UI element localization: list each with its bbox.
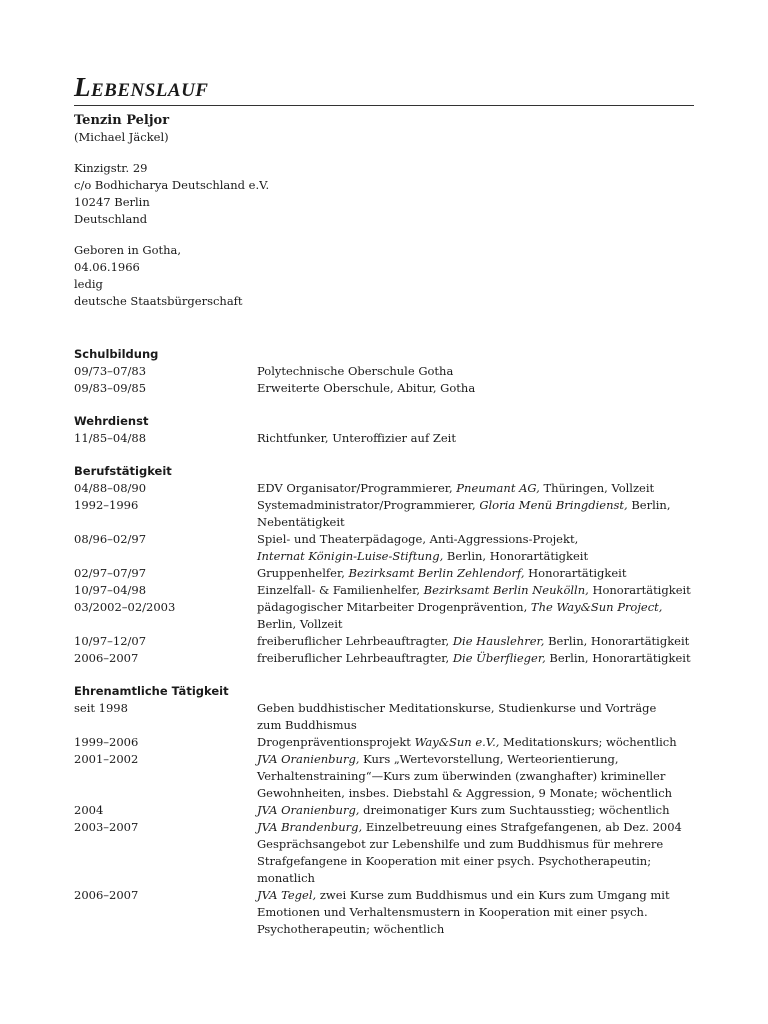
description-line	[257, 802, 694, 819]
text-segment: freiberuflicher Lehrbeauftragter,	[257, 634, 453, 648]
text-segment: Spiel- und Theaterpädagoge, Anti-Aggressions-Projekt,	[257, 532, 579, 546]
text-segment: Thüringen, Vollzeit	[539, 481, 655, 495]
entry-date: 08/96–02/97	[74, 532, 147, 546]
entry-description	[257, 497, 694, 531]
cv-entry	[74, 650, 694, 667]
personal-info-line: 04.06.1966	[74, 260, 140, 274]
entry-date: 11/85–04/88	[74, 431, 147, 445]
entry-date: seit 1998	[74, 701, 128, 715]
institution-name: JVA Oranienburg,	[257, 803, 360, 817]
institution-name: Bezirksamt Berlin Zehlendorf,	[348, 566, 525, 580]
entry-description	[257, 480, 694, 497]
entry-description	[257, 751, 694, 802]
text-segment: Berlin,	[627, 498, 671, 512]
personal-info-line: ledig	[74, 277, 103, 291]
entry-description	[257, 650, 694, 667]
cv-entry	[74, 751, 694, 802]
description-line	[257, 582, 694, 599]
description-line	[257, 700, 694, 717]
entry-description	[257, 599, 694, 633]
personal-info-line: deutsche Staatsbürgerschaft	[74, 294, 243, 308]
description-line	[257, 904, 694, 921]
text-segment: Kurs „Wertevorstellung, Werteorientierung,	[359, 752, 619, 766]
description-line	[257, 514, 694, 531]
entry-date: 03/2002–02/2003	[74, 600, 176, 614]
cv-entry	[74, 700, 694, 734]
cv-entry	[74, 480, 694, 497]
text-segment: EDV Organisator/Programmierer,	[257, 481, 457, 495]
text-segment: Psychotherapeutin; wöchentlich	[257, 922, 445, 936]
institution-name: Die Hauslehrer,	[452, 634, 545, 648]
description-line	[257, 650, 694, 667]
institution-name: Die Überflieger,	[452, 651, 546, 665]
cv-entry	[74, 819, 694, 887]
text-segment: Strafgefangene in Kooperation mit einer psych. Psychotherapeutin;	[257, 854, 652, 868]
cv-section	[74, 413, 694, 447]
section-heading: Berufstätigkeit	[74, 464, 172, 478]
entry-description	[257, 531, 694, 565]
text-segment: Berlin, Honorartätigkeit	[443, 549, 589, 563]
entry-date: 04/88–08/90	[74, 481, 147, 495]
text-segment: monatlich	[257, 871, 315, 885]
description-line	[257, 785, 694, 802]
institution-name: Bezirksamt Berlin Neukölln,	[423, 583, 589, 597]
cv-entry	[74, 363, 694, 380]
text-segment: Systemadministrator/Programmierer,	[257, 498, 480, 512]
text-segment: Gruppenhelfer,	[257, 566, 349, 580]
entry-date: 1999–2006	[74, 735, 139, 749]
cv-entry	[74, 497, 694, 531]
text-segment: zum Buddhismus	[257, 718, 357, 732]
entry-date: 1992–1996	[74, 498, 139, 512]
cv-entry	[74, 633, 694, 650]
entry-description	[257, 887, 694, 938]
institution-name: Pneumant AG,	[456, 481, 540, 495]
description-line	[257, 921, 694, 938]
text-segment: Erweiterte Oberschule, Abitur, Gotha	[257, 381, 476, 395]
entry-description	[257, 802, 694, 819]
text-segment: Richtfunker, Unteroffizier auf Zeit	[257, 431, 456, 445]
address-block	[74, 160, 694, 228]
entry-date: 2004	[74, 803, 104, 817]
description-line	[257, 853, 694, 870]
description-line	[257, 363, 694, 380]
description-line	[257, 836, 694, 853]
entry-description	[257, 700, 694, 734]
personal-info-block	[74, 242, 694, 310]
entry-date: 02/97–07/97	[74, 566, 147, 580]
text-segment: Gesprächsangebot zur Lebenshilfe und zum Buddhismus für mehrere	[257, 837, 664, 851]
section-heading: Schulbildung	[74, 347, 159, 361]
description-line	[257, 380, 694, 397]
institution-name: The Way&Sun Project,	[530, 600, 663, 614]
institution-name: Way&Sun e.V.,	[414, 735, 500, 749]
entry-description	[257, 582, 694, 599]
text-segment: pädagogischer Mitarbeiter Drogenprävention,	[257, 600, 531, 614]
description-line	[257, 819, 694, 836]
description-line	[257, 599, 694, 616]
entry-date: 10/97–12/07	[74, 634, 147, 648]
cv-entry	[74, 531, 694, 565]
document-title: Lebenslauf	[74, 72, 209, 102]
cv-entry	[74, 802, 694, 819]
address-line: Kinzigstr. 29	[74, 161, 148, 175]
text-segment: Berlin, Vollzeit	[257, 617, 343, 631]
cv-entry	[74, 599, 694, 633]
description-line	[257, 751, 694, 768]
text-segment: Nebentätigkeit	[257, 515, 345, 529]
cv-page	[74, 70, 694, 938]
cv-section	[74, 463, 694, 667]
text-segment: zwei Kurse zum Buddhismus und ein Kurs zum Umgang mit	[316, 888, 670, 902]
description-line	[257, 633, 694, 650]
cv-entry	[74, 582, 694, 599]
section-heading: Wehrdienst	[74, 414, 149, 428]
entry-description	[257, 633, 694, 650]
description-line	[257, 497, 694, 514]
entry-description	[257, 380, 694, 397]
institution-name: Gloria Menü Bringdienst,	[479, 498, 628, 512]
description-line	[257, 565, 694, 582]
entry-date: 2001–2002	[74, 752, 139, 766]
entry-date: 09/83–09/85	[74, 381, 147, 395]
text-segment: freiberuflicher Lehrbeauftragter,	[257, 651, 453, 665]
entry-description	[257, 734, 694, 751]
title-divider	[74, 105, 694, 106]
cv-entry	[74, 734, 694, 751]
cv-section	[74, 346, 694, 397]
entry-date: 2003–2007	[74, 820, 139, 834]
address-line: c/o Bodhicharya Deutschland e.V.	[74, 178, 270, 192]
description-line	[257, 768, 694, 785]
cv-entry	[74, 565, 694, 582]
text-segment: Drogenpräventionsprojekt	[257, 735, 415, 749]
address-line: 10247 Berlin	[74, 195, 150, 209]
text-segment: dreimonatiger Kurs zum Suchtausstieg; wöchentlich	[359, 803, 670, 817]
description-line	[257, 717, 694, 734]
person-alias: (Michael Jäckel)	[74, 130, 169, 144]
institution-name: JVA Oranienburg,	[257, 752, 360, 766]
entry-description	[257, 565, 694, 582]
entry-description	[257, 363, 694, 380]
description-line	[257, 548, 694, 565]
text-segment: Meditationskurs; wöchentlich	[499, 735, 677, 749]
cv-section	[74, 683, 694, 938]
description-line	[257, 616, 694, 633]
description-line	[257, 430, 694, 447]
cv-entry	[74, 430, 694, 447]
text-segment: Berlin, Honorartätigkeit	[544, 634, 690, 648]
entry-date: 2006–2007	[74, 888, 139, 902]
text-segment: Verhaltenstraining“—Kurs zum überwinden (zwanghafter) krimineller	[257, 769, 666, 783]
text-segment: Berlin, Honorartätigkeit	[545, 651, 691, 665]
text-segment: Polytechnische Oberschule Gotha	[257, 364, 454, 378]
cv-entry	[74, 380, 694, 397]
text-segment: Honorartätigkeit	[524, 566, 627, 580]
cv-sections	[74, 346, 694, 938]
institution-name: JVA Tegel,	[257, 888, 317, 902]
description-line	[257, 531, 694, 548]
description-line	[257, 870, 694, 887]
text-segment: Gewohnheiten, insbes. Diebstahl & Aggression, 9 Monate; wöchentlich	[257, 786, 673, 800]
description-line	[257, 734, 694, 751]
personal-info-line: Geboren in Gotha,	[74, 243, 182, 257]
entry-description	[257, 430, 694, 447]
description-line	[257, 480, 694, 497]
person-name: Tenzin Peljor	[74, 113, 170, 128]
text-segment: Einzelbetreuung eines Strafgefangenen, ab Dez. 2004	[362, 820, 682, 834]
section-heading: Ehrenamtliche Tätigkeit	[74, 684, 229, 698]
entry-date: 10/97–04/98	[74, 583, 147, 597]
text-segment: Honorartätigkeit	[588, 583, 691, 597]
description-line	[257, 887, 694, 904]
text-segment: Einzelfall- & Familienhelfer,	[257, 583, 424, 597]
entry-description	[257, 819, 694, 887]
institution-name: Internat Königin-Luise-Stiftung,	[257, 549, 444, 563]
cv-entry	[74, 887, 694, 938]
address-line: Deutschland	[74, 212, 148, 226]
entry-date: 2006–2007	[74, 651, 139, 665]
text-segment: Geben buddhistischer Meditationskurse, Studienkurse und Vorträge	[257, 701, 657, 715]
institution-name: JVA Brandenburg,	[257, 820, 363, 834]
entry-date: 09/73–07/83	[74, 364, 147, 378]
text-segment: Emotionen und Verhaltensmustern in Kooperation mit einer psych.	[257, 905, 648, 919]
